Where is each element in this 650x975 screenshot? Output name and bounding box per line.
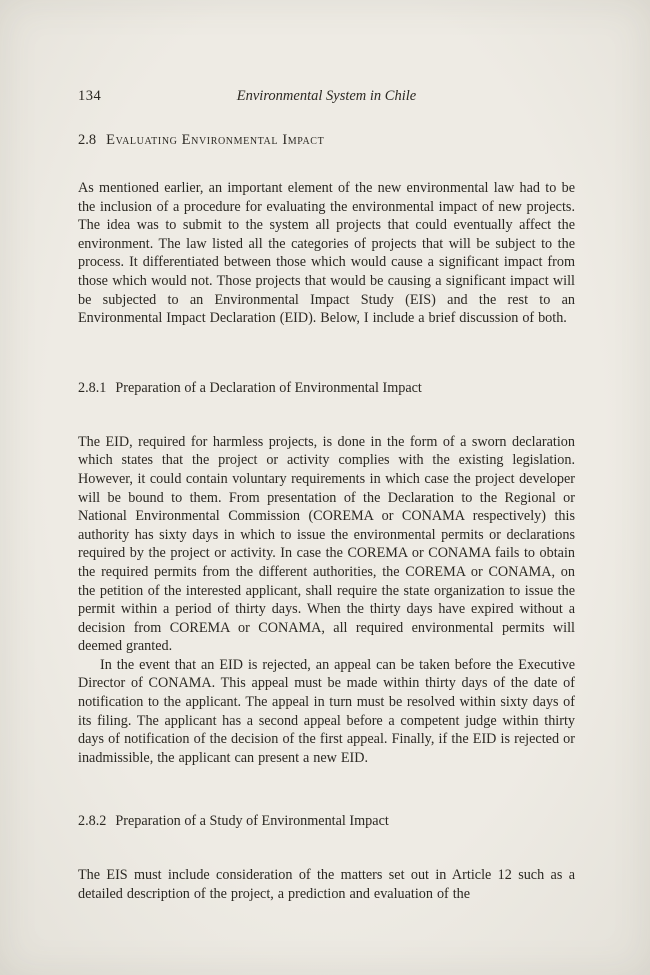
section-number: 2.8 (78, 132, 97, 148)
subsection-title: Preparation of a Study of Environmental Impact (115, 813, 389, 830)
text-block (78, 88, 575, 904)
paragraph-eid-declaration: The EID, required for harmless projects, is done in the form of a sworn declaration which states that the project or activity complies with the existing legislation. However, it could contain voluntary requirements in which case the project developer will be bound to them. From presentation of the Declaration to the Regional or National Environmental Commission (COREMA or CONAMA respectively) this authority has sixty days in which to issue the environmental permits or declarations required by the project or activity. In case the COREMA or CONAMA fails to obtain the required permits from the different authorities, the COREMA or CONAMA, on the petition of the interested applicant, shall require the state organization to issue the permit within a period of thirty days. When the thirty days have expired without a decision from COREMA or CONAMA, all required environmental permits will deemed granted. (78, 433, 575, 655)
page-number: 134 (78, 88, 102, 104)
section-title: Evaluating Environmental Impact (106, 132, 325, 148)
subsection-heading-2-8-1 (78, 380, 575, 397)
paragraph-eid-appeal: In the event that an EID is rejected, an appeal can be taken before the Executive Director of CONAMA. This appeal must be made within thirty days of the date of notification to the applicant. The appeal in turn must be resolved within sixty days of its filing. The applicant has a second appeal before a competent judge within thirty days of notification of the decision of the first appeal. Finally, if the EID is rejected or inadmissible, the applicant can present a new EID. (78, 656, 575, 766)
paragraph-eis-intro: The EIS must include consideration of the matters set out in Article 12 such as a detailed description of the project, a prediction and evaluation of the (78, 867, 575, 903)
running-title: Environmental System in Chile (236, 88, 417, 104)
subsection-number: 2.8.2 (78, 813, 107, 830)
subsection-number: 2.8.1 (78, 379, 107, 396)
paragraph-section-intro: As mentioned earlier, an important element of the new environmental law had to be the inclusion of a procedure for evaluating the environmental impact of new projects. The idea was to submit to the system all projects that could eventually affect the environment. The law listed all the categories of projects that will be subject to the process. It differentiated between those which would cause a significant impact from those which would not. Those projects that would be causing a significant impact will be subjected to an Environmental Impact Study (EIS) and the rest to an Environmental Impact Declaration (EID). Below, I include a brief discussion of both. (78, 180, 575, 327)
subsection-title: Preparation of a Declaration of Environmental Impact (115, 379, 422, 396)
section-heading (78, 132, 575, 149)
subsection-heading-2-8-2 (78, 813, 575, 830)
running-header (78, 88, 575, 106)
